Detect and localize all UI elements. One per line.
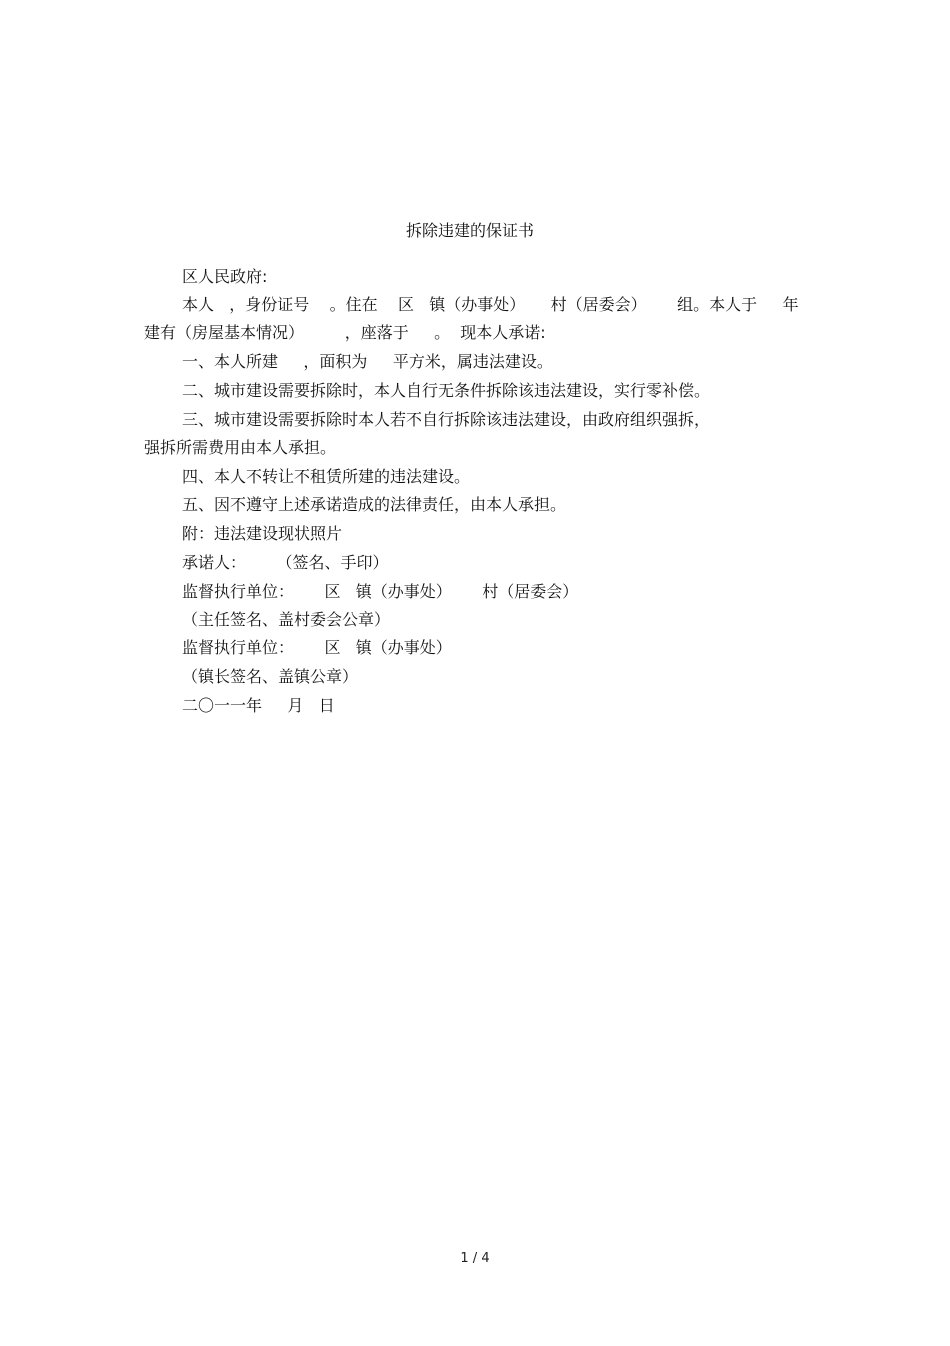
- document-title: 拆除违建的保证书: [405, 221, 534, 240]
- attachment-line: 附：违法建设现状照片: [182, 524, 343, 543]
- promise-item-5: 五、因不遵守上述承诺造成的法律责任，由本人承担。: [182, 495, 567, 514]
- promisor-line: 承诺人： （签名、手印）: [182, 553, 389, 572]
- personal-info-line: 本人 ，身份证号 。住在 区 镇（办事处） 村（居委会） 组。本人于 年: [182, 295, 799, 314]
- town-supervisor-line: 监督执行单位： 区 镇（办事处）: [182, 638, 452, 657]
- promise-item-1: 一、本人所建 ，面积为 平方米，属违法建设。: [182, 352, 553, 371]
- date-line: 二〇一一年 月 日: [182, 696, 335, 715]
- addressee-line: 区人民政府:: [182, 267, 268, 286]
- page-number: 1 / 4: [460, 1251, 490, 1266]
- village-supervisor-line: 监督执行单位： 区 镇（办事处） 村（居委会）: [182, 582, 579, 601]
- promise-item-4: 四、本人不转让不租赁所建的违法建设。: [182, 467, 471, 486]
- village-signature-line: （主任签名、盖村委会公章）: [182, 610, 391, 629]
- promise-item-3: 三、城市建设需要拆除时本人若不自行拆除该违法建设，由政府组织强拆，: [182, 410, 711, 429]
- promise-item-3-continued: 强拆所需费用由本人承担。: [144, 438, 337, 457]
- town-signature-line: （镇长签名、盖镇公章）: [182, 667, 359, 686]
- building-info-line: 建有（房屋基本情况） ，座落于 。 现本人承诺:: [144, 323, 546, 342]
- promise-item-2: 二、城市建设需要拆除时，本人自行无条件拆除该违法建设，实行零补偿。: [182, 381, 711, 400]
